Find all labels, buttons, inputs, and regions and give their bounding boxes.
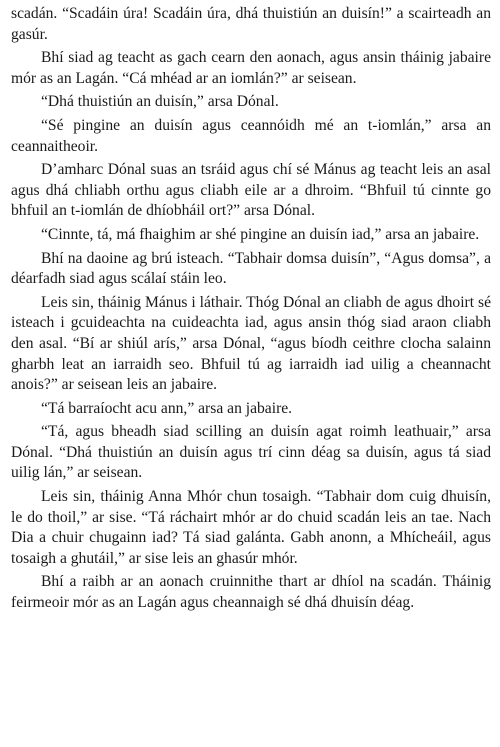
paragraph-11: Leis sin, tháinig Anna Mhór chun tosaigh. “Tabhair dom cuig dhuisín, le do thoil,” ar sise. “Tá ráchairt mhór ar do chuid scadán leis an tae. Nach Dia a chuir chugainn iad? Tá siad galánta. Gabh anonn, a Mhícheáil, agus tosaigh a ghutáil,” ar sise leis an ghasúr mhór. (11, 488, 491, 567)
paragraph-7: Bhí na daoine ag brú isteach. “Tabhair domsa duisín”, “Agus domsa”, a déarfadh siad agus scálaí stáin leo. (11, 249, 491, 288)
paragraph-6: “Cinnte, tá, má fhaighim ar shé pingine an duisín iad,” arsa an jabaire. (41, 225, 480, 243)
paragraph-4: “Sé pingine an duisín agus ceannóidh mé an t-iomlán,” arsa an ceannaitheoir. (11, 116, 491, 155)
paragraph-8: Leis sin, tháinig Mánus i láthair. Thóg Dónal an cliabh de agus dhoirt sé isteach i gcuideachta na cuideachta iad, agus ansin thóg siad araon cliabh den asal. “Bí ar shiúl arís,” arsa Dónal, “agus bíodh ceithre clocha salainn gharbh leat an iarraidh seo. Bhfuil tú ag iarraidh iad uilig a cheannacht anois?” ar seisean leis an jabaire. (11, 293, 491, 394)
paragraph-2: Bhí siad ag teacht as gach cearn den aonach, agus ansin tháinig jabaire mór as an Lagán. “Cá mhéad ar an iomlán?” ar seisean. (11, 49, 491, 87)
paragraph-9: “Tá barraíocht acu ann,” arsa an jabaire. (41, 399, 293, 417)
paragraph-1: scadán. “Scadáin úra! Scadáin úra, dhá thuistiún an duisín!” a scairteadh an gasúr. (11, 5, 491, 43)
paragraph-3: “Dhá thuistiún an duisín,” arsa Dónal. (41, 93, 279, 111)
paragraph-12: Bhí a raibh ar an aonach cruinnithe thart ar dhíol na scadán. Tháinig feirmeoir mór as an Lagán agus cheannaigh sé dhá dhuisín déag. (11, 573, 491, 612)
paragraph-10: “Tá, agus bheadh siad scilling an duisín agat roimh leathuair,” arsa Dónal. “Dhá thuistiún an duisín agus trí cinn déag sa duisín, agus tá siad uilig lán,” ar seisean. (11, 423, 491, 482)
paragraph-5: D’amharc Dónal suas an tsráid agus chí sé Mánus ag teacht leis an asal agus dhá chliabh orthu agus cliabh eile ar a dhroim. “Bhfuil tú cinnte go bhfuil an t-iomlán de dhíobháil ort?” arsa Dónal. (11, 161, 491, 220)
